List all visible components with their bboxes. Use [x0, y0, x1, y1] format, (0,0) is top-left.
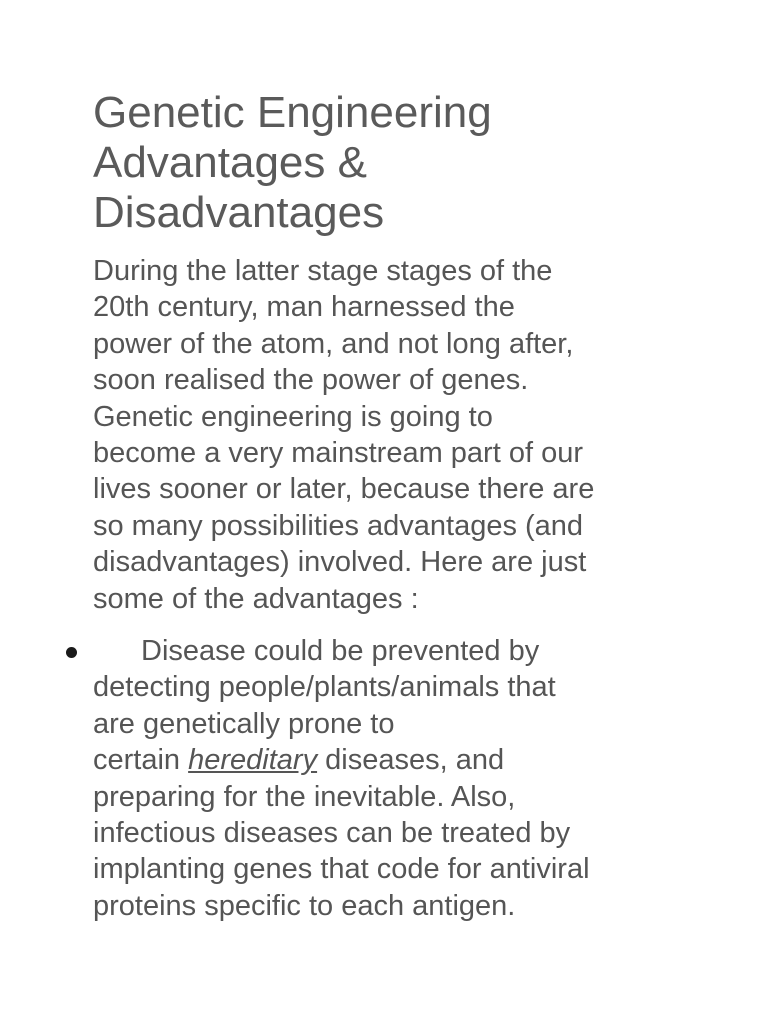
list-item-line: are genetically prone to — [93, 707, 395, 740]
intro-line: some of the advantages : — [93, 582, 419, 615]
list-item-line: Disease could be prevented by — [141, 635, 540, 667]
list-item-line — [93, 742, 753, 778]
list-item-line: proteins specific to each antigen. — [93, 889, 516, 922]
intro-line: lives sooner or later, because there are — [93, 473, 595, 506]
intro-line: disadvantages) involved. Here are just — [93, 546, 587, 579]
title-line: Genetic Engineering — [93, 88, 492, 137]
intro-line: so many possibilities advantages (and — [93, 509, 584, 542]
hereditary-link[interactable]: hereditary — [188, 744, 318, 777]
intro-line: Genetic engineering is going to — [93, 400, 493, 433]
list-item-line: infectious diseases can be treated by — [93, 817, 571, 850]
list-item-line: preparing for the inevitable. Also, — [93, 780, 516, 813]
intro-line: soon realised the power of genes. — [93, 364, 529, 397]
intro-paragraph — [93, 253, 753, 617]
list-item-line: detecting people/plants/animals that — [93, 671, 556, 704]
document-title — [93, 88, 733, 238]
intro-line: power of the atom, and not long after, — [93, 327, 574, 360]
intro-line: become a very mainstream part of our — [93, 437, 583, 470]
line-text: diseases, and — [317, 744, 505, 777]
title-line: Advantages & — [93, 138, 367, 187]
list-item-text — [93, 633, 753, 924]
bullet-icon — [66, 647, 77, 658]
list-item — [0, 633, 768, 924]
list-item-line: implanting genes that code for antiviral — [93, 853, 590, 886]
advantages-list — [0, 633, 768, 924]
title-line: Disadvantages — [93, 188, 385, 237]
line-text: certain — [93, 744, 189, 777]
intro-line: 20th century, man harnessed the — [93, 291, 515, 324]
intro-line: During the latter stage stages of the — [93, 255, 553, 287]
